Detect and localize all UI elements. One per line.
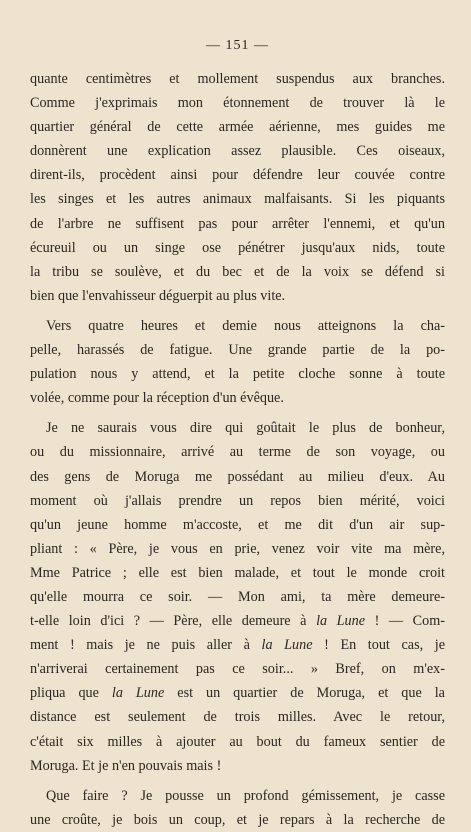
text-line: moment où j'allais prendre un repos bien mérité, voici [30, 492, 445, 509]
text-line: donnèrent une explication assez plausible. Ces oiseaux, [30, 143, 445, 160]
text-line: Moruga. Et je n'en pouvais mais ! [30, 757, 222, 774]
paragraph [30, 314, 445, 410]
text-line: des gens de Moruga me possédant au milieu d'eux. Au [30, 468, 445, 485]
text-line: quante centimètres et mollement suspendus aux branches. [30, 71, 445, 87]
text-line: n'arriverai certainement pas ce soir... » Bref, on m'ex- [30, 661, 445, 678]
text-line: qu'un jeune homme m'accoste, et me dit d'un air sup- [30, 516, 445, 533]
text-line: bien que l'envahisseur déguerpit au plus vite. [30, 287, 286, 304]
text-line: de l'arbre ne suffisent pas pour arrêter l'ennemi, et qu'un [30, 215, 445, 232]
text-line: distance est seulement de trois milles. Avec le retour, [30, 709, 445, 726]
paragraph [30, 784, 445, 832]
text-line: les singes et les autres animaux malfaisants. Si les piquants [30, 191, 445, 208]
text-line: pulation nous y attend, et la petite cloche sonne à toute [30, 366, 445, 383]
text-line: quartier général de cette armée aérienne, mes guides me [30, 119, 445, 136]
text-line: Mme Patrice ; elle est bien malade, et tout le monde croit [30, 564, 445, 581]
text-line: Que faire ? Je pousse un profond gémissement, je casse [46, 787, 445, 804]
text-line: Vers quatre heures et demie nous atteignons la cha- [46, 317, 445, 334]
text-line: qu'elle mourra ce soir. — Mon ami, ta mère demeure- [30, 588, 445, 605]
text-line: dirent-ils, procèdent ainsi pour défendre leur couvée contre [30, 167, 445, 184]
text-line: la tribu se soulève, et du bec et de la voix se défend si [30, 263, 445, 280]
page-number: — 151 — [206, 38, 269, 53]
text-line: ou du missionnaire, arrivé au terme de son voyage, ou [30, 444, 445, 461]
text-line: Je ne saurais vous dire qui goûtait le plus de bonheur, [46, 420, 445, 437]
text-line: c'était six milles à ajouter au bout du fameux sentier de [30, 733, 445, 750]
paragraph [30, 67, 445, 308]
text-line: ment ! mais je ne puis aller à la Lune ! En tout cas, je [30, 637, 445, 654]
text-line: une croûte, je bois un coup, et je repars à la recherche de [30, 811, 445, 828]
text-line: pliant : « Père, je vous en prie, venez voir vite ma mère, [30, 540, 445, 557]
text-line: écureuil ou un singe ose pénétrer jusqu'aux nids, toute [30, 239, 445, 256]
text-line: t-elle loin d'ici ? — Père, elle demeure à la Lune ! — Com- [30, 613, 445, 630]
paragraph [30, 416, 445, 777]
text-line: Comme j'exprimais mon étonnement de trouver là le [30, 95, 445, 112]
text-line: volée, comme pour la réception d'un évêque. [30, 390, 284, 407]
text-line: pelle, harassés de fatigue. Une grande partie de la po- [30, 342, 445, 359]
text-line: pliqua que la Lune est un quartier de Moruga, et que la [30, 685, 445, 702]
